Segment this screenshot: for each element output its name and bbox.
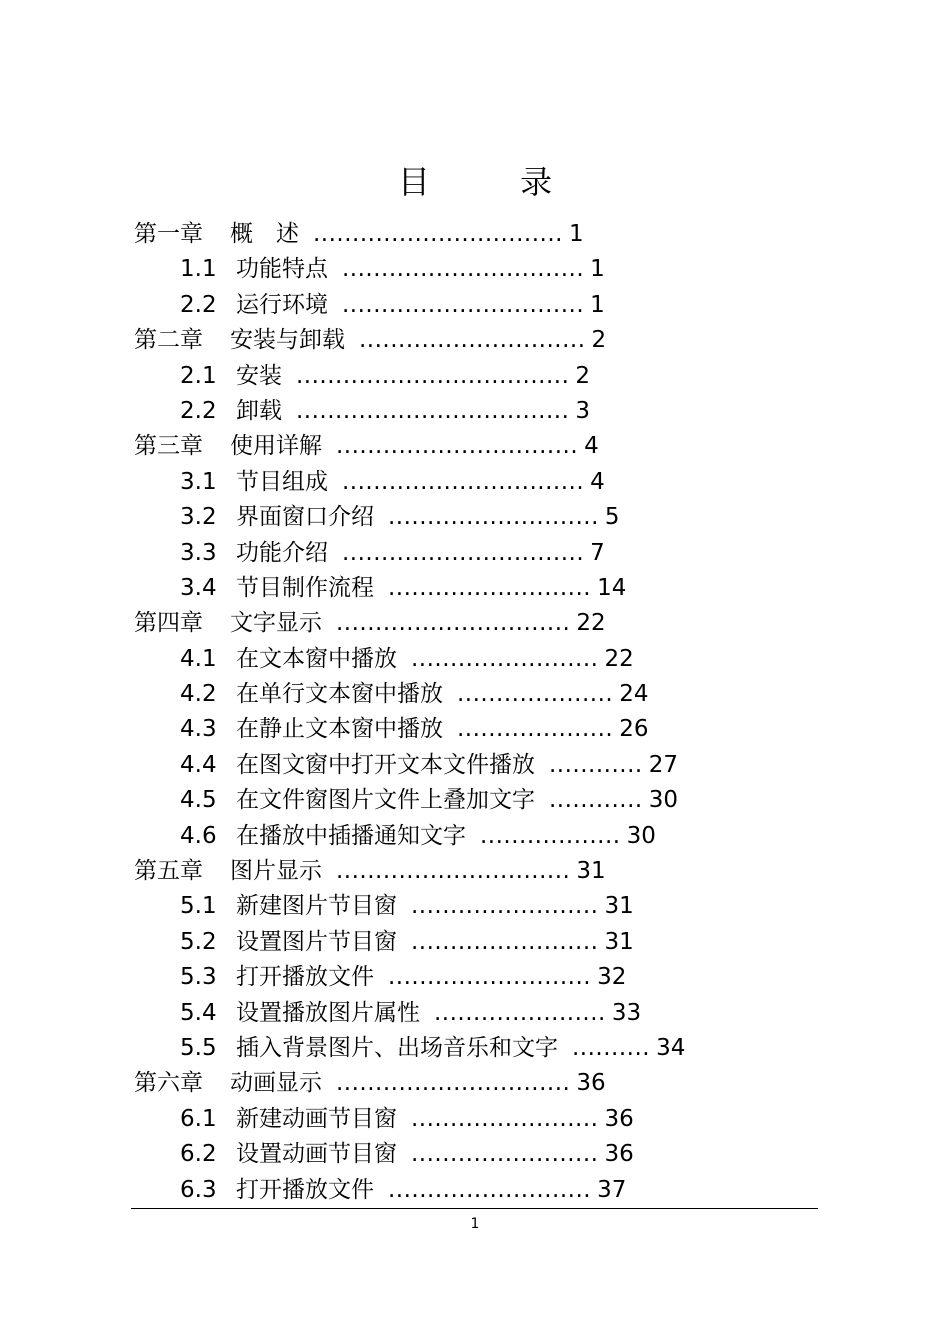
toc-page-number: 30 [626,822,656,849]
toc-entry-label: 设置动画节目窗 [236,1141,397,1168]
toc-entry-label: 新建动画节目窗 [236,1105,397,1132]
toc-dot-leader: ............................... [342,539,585,566]
toc-entry-label: 插入背景图片、出场音乐和文字 [236,1034,558,1061]
toc-chapter-number: 第三章 [134,433,203,460]
toc-entry-label: 打开播放文件 [236,964,374,991]
toc-section-entry[interactable] [0,252,950,287]
toc-dot-leader: ............................... [336,433,579,460]
toc-entry-label: 功能特点 [236,256,328,283]
toc-page-number: 34 [656,1034,686,1061]
toc-section-entry[interactable] [0,996,950,1031]
toc-dot-leader: ............................... [342,291,585,318]
toc-section-number: 6.2 [180,1141,217,1168]
toc-section-entry[interactable] [0,819,950,854]
toc-dot-leader: ............ [549,751,643,778]
toc-entry-label: 节目组成 [236,468,328,495]
toc-section-entry[interactable] [0,1137,950,1172]
toc-entry-label: 概 述 [230,221,299,247]
toc-section-number: 4.6 [180,822,217,849]
toc-section-number: 5.1 [180,893,217,920]
toc-section-entry[interactable] [0,925,950,960]
toc-section-entry[interactable] [0,394,950,429]
toc-chapter-number: 第六章 [134,1070,203,1097]
toc-section-number: 3.1 [180,468,217,495]
toc-entry-label: 运行环境 [236,291,328,318]
toc-entry-label: 使用详解 [230,433,322,460]
toc-page-number: 30 [648,787,679,814]
toc-dot-leader: .................. [480,822,621,849]
toc-section-number: 2.2 [180,291,217,318]
toc-page-number: 31 [576,858,606,885]
toc-page-number: 1 [590,256,605,283]
toc-page-number: 22 [604,645,634,672]
toc-section-entry[interactable] [0,465,950,500]
toc-page-number: 32 [597,964,627,991]
toc-section-number: 5.2 [180,928,217,955]
toc-section-number: 6.3 [180,1176,217,1203]
toc-chapter-number: 第四章 [134,610,203,637]
toc-section-entry[interactable] [0,288,950,323]
toc-chapter-entry[interactable] [0,429,950,464]
toc-entry-label: 新建图片节目窗 [236,893,397,920]
toc-section-number: 5.3 [180,964,217,991]
toc-entry-label: 在播放中插播通知文字 [236,822,466,849]
toc-page-number: 4 [590,468,605,495]
toc-dot-leader: ............................... [342,468,585,495]
toc-chapter-number: 第二章 [134,327,203,354]
toc-entry-label: 设置播放图片属性 [236,999,420,1026]
toc-page-number: 31 [604,928,634,955]
toc-section-number: 4.5 [180,787,217,814]
toc-dot-leader: ........................ [411,645,599,672]
toc-page-number: 2 [575,362,591,389]
toc-dot-leader: ............ [549,787,643,814]
toc-dot-leader: .................... [457,716,614,743]
toc-dot-leader: ............................... [342,256,585,283]
toc-dot-leader: ...................... [434,999,606,1026]
toc-entry-label: 卸载 [236,397,282,424]
toc-section-entry[interactable] [0,536,950,571]
toc-page-number: 36 [604,1141,634,1168]
toc-dot-leader: ........................... [388,504,599,531]
toc-dot-leader: .............................. [336,858,571,885]
toc-section-entry[interactable] [0,748,950,783]
toc-section-number: 3.2 [180,504,217,531]
toc-entry-label: 打开播放文件 [236,1176,374,1203]
toc-title: 目 录 [397,163,593,201]
toc-section-number: 2.1 [180,362,217,389]
toc-dot-leader: ................................ [313,221,563,247]
toc-dot-leader: ................................... [296,397,570,424]
toc-chapter-number: 第五章 [134,858,203,885]
toc-page-number: 31 [604,893,634,920]
toc-dot-leader: .......................... [388,574,592,601]
toc-section-entry[interactable] [0,642,950,677]
toc-page-number: 26 [619,716,649,743]
toc-section-entry[interactable] [0,677,950,712]
toc-entry-label: 节目制作流程 [236,574,374,601]
toc-page-number: 14 [597,574,627,601]
toc-section-entry[interactable] [0,712,950,747]
toc-section-entry[interactable] [0,359,950,394]
toc-dot-leader: .......... [572,1034,651,1061]
toc-section-entry[interactable] [0,783,950,818]
toc-page-number: 27 [648,751,679,778]
toc-section-number: 3.4 [180,574,217,601]
toc-page-number: 2 [591,327,607,354]
toc-entry-label: 在图文窗中打开文本文件播放 [236,751,535,778]
toc-chapter-entry[interactable] [0,1066,950,1101]
toc-page-number: 37 [597,1176,627,1203]
toc-dot-leader: ........................ [411,928,599,955]
toc-section-number: 5.5 [180,1034,217,1061]
toc-section-number: 6.1 [180,1105,217,1132]
toc-dot-leader: .......................... [388,964,592,991]
toc-page-number: 36 [604,1105,634,1132]
toc-page-number: 1 [568,221,584,247]
toc-dot-leader: ........................ [411,1105,599,1132]
toc-entry-label: 在单行文本窗中播放 [236,681,443,708]
toc-dot-leader: .......................... [388,1176,592,1203]
toc-dot-leader: .............................. [336,1070,571,1097]
toc-section-entry[interactable] [0,1031,950,1066]
toc-chapter-entry[interactable] [0,606,950,641]
toc-section-number: 4.1 [180,645,217,672]
toc-section-number: 4.2 [180,681,217,708]
footer-rule [131,1208,818,1209]
toc-dot-leader: ........................ [411,893,599,920]
toc-entry-label: 在静止文本窗中播放 [236,716,443,743]
toc-chapter-number: 第一章 [134,221,203,247]
toc-page-number: 5 [604,504,620,531]
toc-page-number: 24 [619,681,649,708]
toc-entry-label: 功能介绍 [236,539,328,566]
toc-chapter-entry[interactable] [0,323,950,358]
toc-entry-label: 文字显示 [230,610,322,637]
toc-entry-label: 设置图片节目窗 [236,928,397,955]
toc-dot-leader: .................... [457,681,614,708]
footer-page-number: 1 [470,1216,480,1232]
toc-section-entry[interactable] [0,1173,950,1208]
toc-dot-leader: ................................... [296,362,570,389]
toc-entry-label: 在文件窗图片文件上叠加文字 [236,787,535,814]
toc-list [0,217,950,1208]
toc-entry-label: 安装 [236,362,282,389]
toc-dot-leader: ........................ [411,1141,599,1168]
toc-page-number: 7 [590,539,605,566]
toc-section-entry[interactable] [0,889,950,924]
toc-section-number: 5.4 [180,999,217,1026]
toc-page-number: 36 [576,1070,606,1097]
toc-page-number: 4 [584,433,599,460]
toc-dot-leader: .............................. [336,610,571,637]
toc-section-number: 4.3 [180,716,217,743]
toc-entry-label: 界面窗口介绍 [236,504,374,531]
toc-section-entry[interactable] [0,500,950,535]
toc-chapter-entry[interactable] [0,854,950,889]
toc-entry-label: 动画显示 [230,1070,322,1097]
toc-entry-label: 安装与卸载 [230,327,345,354]
toc-page-number: 3 [575,397,591,424]
toc-entry-label: 图片显示 [230,858,322,885]
toc-section-number: 3.3 [180,539,217,566]
toc-section-entry[interactable] [0,960,950,995]
toc-section-number: 2.2 [180,397,217,424]
toc-page-number: 1 [590,291,605,318]
toc-section-entry[interactable] [0,571,950,606]
toc-chapter-entry[interactable] [0,217,950,252]
toc-page-number: 22 [576,610,606,637]
toc-dot-leader: ............................. [359,327,586,354]
toc-section-entry[interactable] [0,1102,950,1137]
toc-page-number: 33 [611,999,642,1026]
toc-entry-label: 在文本窗中播放 [236,645,397,672]
toc-section-number: 4.4 [180,751,217,778]
toc-section-number: 1.1 [180,256,217,283]
